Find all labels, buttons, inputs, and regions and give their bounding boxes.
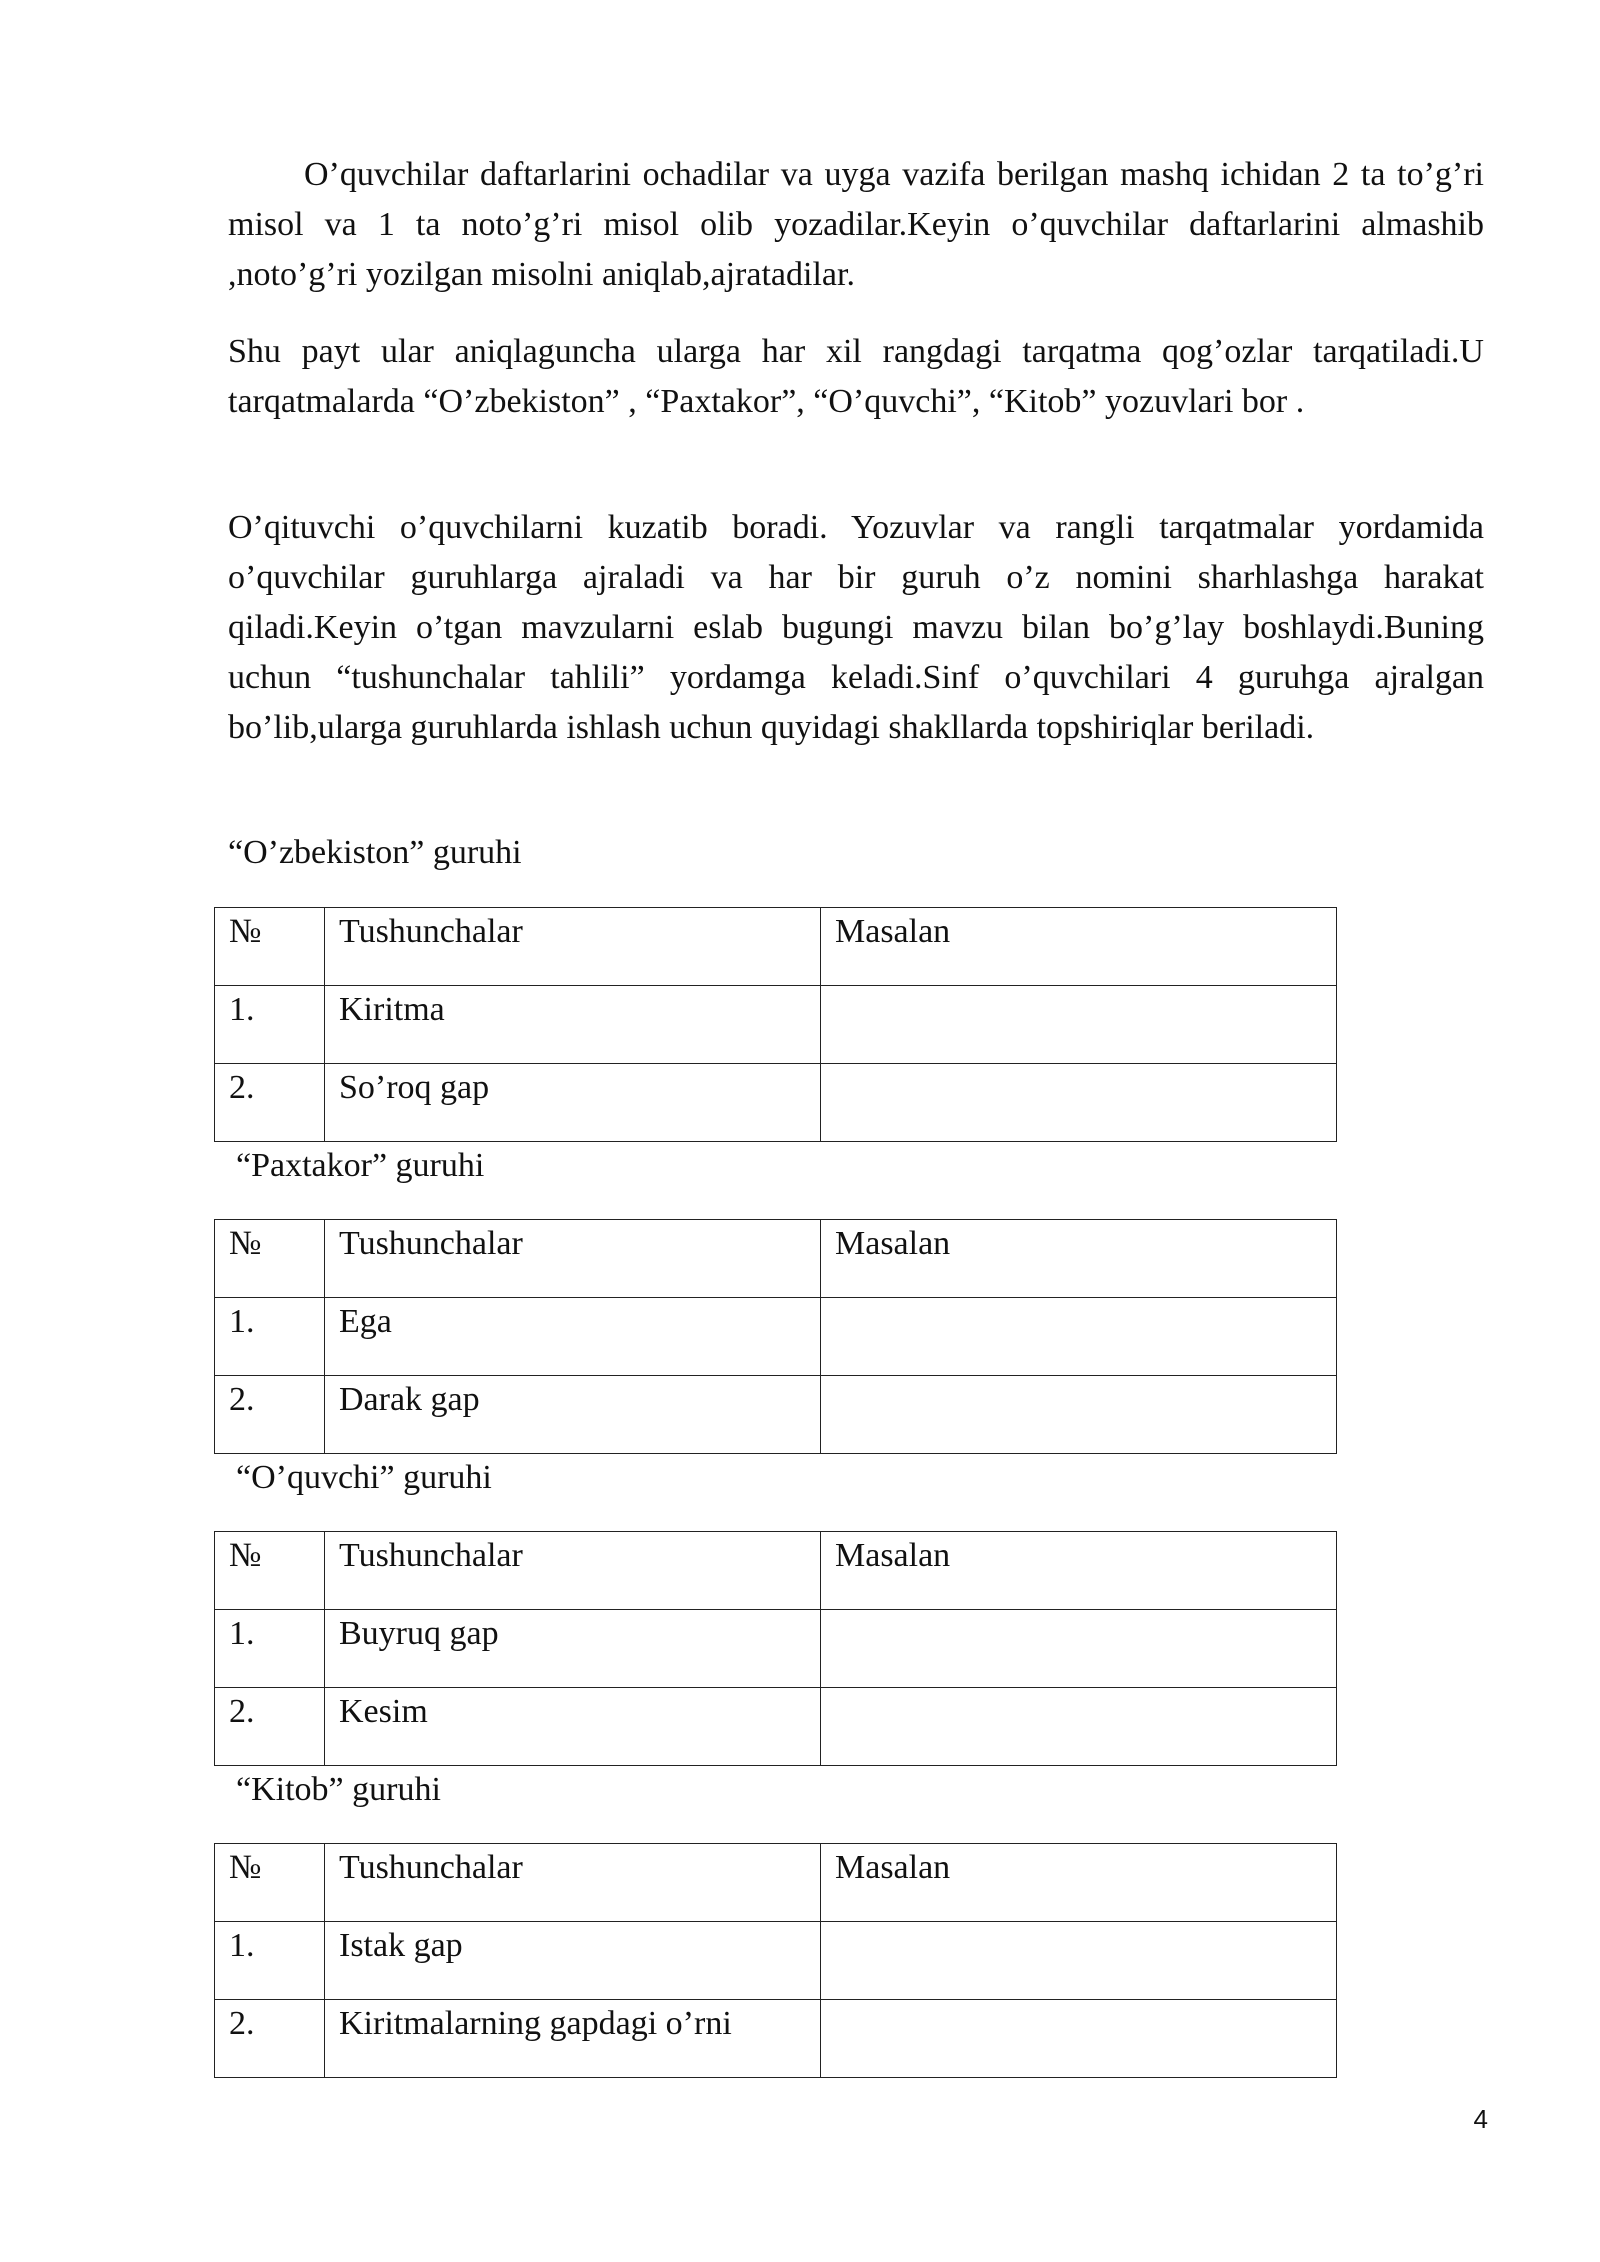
header-example: Masalan <box>821 1844 1337 1922</box>
table-row <box>215 1298 1337 1376</box>
row-example <box>821 2000 1337 2078</box>
page-number: 4 <box>1473 2104 1488 2134</box>
group-title-oquvchi: “O’quvchi” guruhi <box>236 1459 492 1496</box>
row-example <box>821 1610 1337 1688</box>
row-concept: Kesim <box>325 1688 821 1766</box>
row-number: 1. <box>215 1922 325 2000</box>
row-number: 2. <box>215 1688 325 1766</box>
table-row <box>215 1688 1337 1766</box>
header-number: № <box>215 1844 325 1922</box>
table-uzbekiston <box>214 907 1337 1142</box>
header-number: № <box>215 908 325 986</box>
row-number: 1. <box>215 986 325 1064</box>
row-number: 1. <box>215 1298 325 1376</box>
header-example: Masalan <box>821 908 1337 986</box>
table-oquvchi <box>214 1531 1337 1766</box>
row-number: 2. <box>215 2000 325 2078</box>
table-paxtakor <box>214 1219 1337 1454</box>
group-title-kitob: “Kitob” guruhi <box>236 1771 441 1808</box>
table-header-row <box>215 908 1337 986</box>
row-example <box>821 1298 1337 1376</box>
table-row <box>215 1376 1337 1454</box>
row-example <box>821 1376 1337 1454</box>
row-concept: Istak gap <box>325 1922 821 2000</box>
row-example <box>821 1922 1337 2000</box>
row-concept: So’roq gap <box>325 1064 821 1142</box>
table-row <box>215 1610 1337 1688</box>
header-example: Masalan <box>821 1532 1337 1610</box>
table-header-row <box>215 1844 1337 1922</box>
row-concept: Buyruq gap <box>325 1610 821 1688</box>
row-concept: Darak gap <box>325 1376 821 1454</box>
table-header-row <box>215 1532 1337 1610</box>
header-number: № <box>215 1220 325 1298</box>
row-number: 2. <box>215 1376 325 1454</box>
row-example <box>821 1688 1337 1766</box>
row-number: 2. <box>215 1064 325 1142</box>
row-number: 1. <box>215 1610 325 1688</box>
paragraph-2: Shu payt ular aniqlaguncha ularga har xil rangdagi tarqatma qog’ozlar tarqatiladi.U tarqatmalarda “O’zbekiston” , “Paxtakor”, “O’quvchi”, “Kitob” yozuvlari bor . <box>228 333 1484 420</box>
table-row <box>215 2000 1337 2078</box>
table-header-row <box>215 1220 1337 1298</box>
paragraph-1: O’quvchilar daftarlarini ochadilar va uyga vazifa berilgan mashq ichidan 2 ta to’g’ri misol va 1 ta noto’g’ri misol olib yozadilar.Keyin o’quvchilar daftarlarini almashib ,noto’g’ri yozilgan misolni aniqlab,ajratadilar. <box>228 156 1484 293</box>
group-title-paxtakor: “Paxtakor” guruhi <box>236 1147 485 1184</box>
group-title-uzbekiston: “O’zbekiston” guruhi <box>228 834 522 871</box>
header-concepts: Tushunchalar <box>325 908 821 986</box>
table-row <box>215 1922 1337 2000</box>
table-row <box>215 986 1337 1064</box>
header-concepts: Tushunchalar <box>325 1844 821 1922</box>
row-example <box>821 986 1337 1064</box>
paragraph-3: O’qituvchi o’quvchilarni kuzatib boradi. Yozuvlar va rangli tarqatmalar yordamida o’quvchilar guruhlarga ajraladi va har bir guruh o’z nomini sharhlashga harakat qiladi.Keyin o’tgan mavzularni eslab bugungi mavzu bilan bo’g’lay boshlaydi.Buning uchun “tushunchalar tahlili” yordamga keladi.Sinf o’quvchilari 4 guruhga ajralgan bo’lib,ularga guruhlarda ishlash uchun quyidagi shakllarda topshiriqlar beriladi. <box>228 509 1484 746</box>
row-concept: Ega <box>325 1298 821 1376</box>
header-concepts: Tushunchalar <box>325 1532 821 1610</box>
row-concept: Kiritmalarning gapdagi o’rni <box>325 2000 821 2078</box>
table-kitob <box>214 1843 1337 2078</box>
header-example: Masalan <box>821 1220 1337 1298</box>
header-number: № <box>215 1532 325 1610</box>
row-example <box>821 1064 1337 1142</box>
header-concepts: Tushunchalar <box>325 1220 821 1298</box>
row-concept: Kiritma <box>325 986 821 1064</box>
table-row <box>215 1064 1337 1142</box>
